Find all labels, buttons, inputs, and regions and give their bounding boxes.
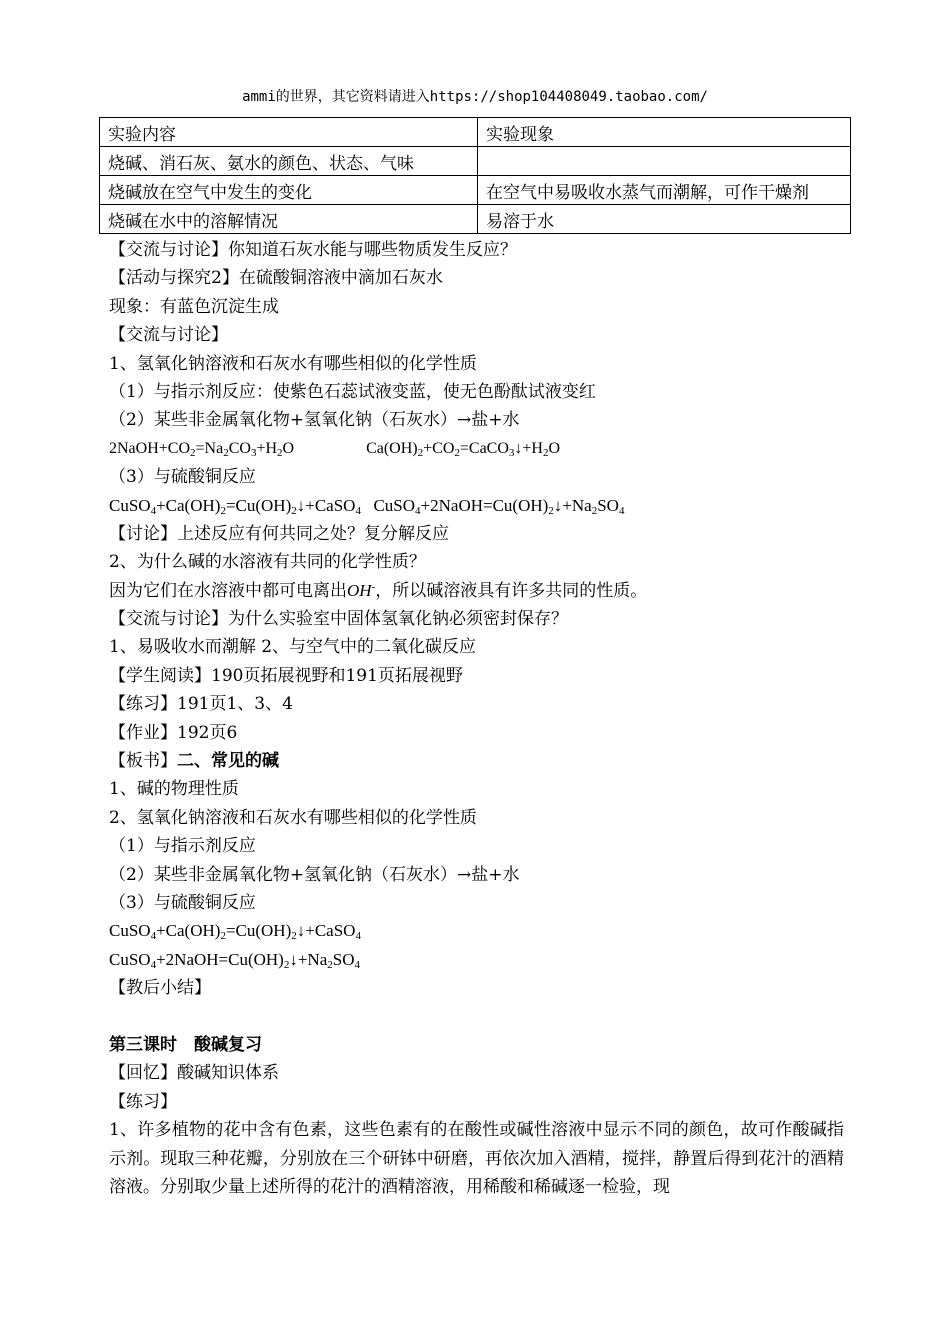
text-line: 【交流与讨论】 [109,325,228,346]
text-line: （2）某些非金属氧化物+氢氧化钠（石灰水）→盐+水 [109,410,520,431]
text-line: （1）与指示剂反应 [109,836,256,857]
text-line: 因为它们在水溶液中都可电离出OH-，所以碱溶液具有许多共同的性质。 [109,580,648,601]
text-line: 【练习】191页1、3、4 [109,694,293,715]
exercise-paragraph: 1、许多植物的花中含有色素，这些色素有的在酸性或碱性溶液中显示不同的颜色，故可作酸碱指示剂。现取三种花瓣，分别放在三个研钵中研磨，再依次加入酒精，搅拌，静置后得到花汁的酒精溶液。分别取少量上述所得的花汁的酒精溶液，用稀酸和稀碱逐一检验，现 [109,1120,844,1197]
text-line: 【交流与讨论】你知道石灰水能与哪些物质发生反应？ [109,240,517,260]
hydroxide-ion: OH- [347,580,376,600]
table-cell: 烧碱、消石灰、氨水的颜色、状态、气味 [100,147,478,176]
text-line: 1、碱的物理性质 [109,779,239,800]
text-line: 1、易吸收水而潮解 2、与空气中的二氧化碳反应 [109,637,477,658]
equation-line: $CuSO_4+Ca(OH)_2=Cu(OH)_2↓+CaSO_4$ [109,921,361,943]
equation-line [109,492,844,520]
equation-cuso4-naoh: $CuSO_4+2NaOH=Cu(OH)_2↓+Na_2SO_4$ [373,495,625,517]
text-line: 【交流与讨论】为什么实验室中固体氢氧化钠必须密封保存？ [109,609,568,630]
lesson-title: 第三课时 酸碱复习 [109,1034,262,1055]
text-line: 【学生阅读】190页拓展视野和191页拓展视野 [109,665,463,686]
table-cell: 在空气中易吸收水蒸气而潮解，可作干燥剂 [478,176,851,205]
text-line: 【教后小结】 [109,978,211,999]
equation-caoh2-co2: $Ca(OH)_2+CO_2=CaCO_3↓+H_2O$ [366,439,561,459]
table-row [100,147,851,176]
equation-line [109,435,844,463]
text-line: 现象：有蓝色沉淀生成 [109,296,279,317]
table-cell: 烧碱放在空气中发生的变化 [100,176,478,205]
text-line: 2、为什么碱的水溶液有共同的化学性质？ [109,552,426,573]
text-line: （3）与硫酸铜反应 [109,467,256,488]
text-line: 1、氢氧化钠溶液和石灰水有哪些相似的化学性质 [109,353,477,374]
text-line: （2）某些非金属氧化物+氢氧化钠（石灰水）→盐+水 [109,864,520,885]
table-header-row [100,118,851,147]
blank-line [109,1003,844,1031]
text-line: 【作业】192页6 [109,722,238,743]
equation-naoh-co2: $2NaOH+CO_2=Na_2CO_3+H_2O$ [109,439,295,459]
table-cell: 易溶于水 [478,205,851,234]
table-cell: 烧碱在水中的溶解情况 [100,205,478,234]
experiment-table [99,117,851,234]
table-header-cell: 实验现象 [478,118,851,147]
text-line: （1）与指示剂反应：使紫色石蕊试液变蓝，使无色酚酞试液变红 [109,381,596,402]
text-line: 【板书】二、常见的碱 [109,751,279,772]
text-line: 【回忆】酸碱知识体系 [109,1063,279,1084]
text-line: 【练习】 [109,1091,177,1112]
table-row [100,205,851,234]
table-header-cell: 实验内容 [100,118,478,147]
table-cell [478,147,851,176]
text-line: 【讨论】上述反应有何共同之处？复分解反应 [109,523,449,544]
text-line: （3）与硫酸铜反应 [109,892,256,913]
section-heading: 二、常见的碱 [177,751,279,772]
table-row [100,176,851,205]
text-line: 2、氢氧化钠溶液和石灰水有哪些相似的化学性质 [109,807,477,828]
equation-cuso4-caoh2: $CuSO_4+Ca(OH)_2=Cu(OH)_2↓+CaSO_4$ [109,495,361,517]
equation-line: $CuSO_4+2NaOH=Cu(OH)_2↓+Na_2SO_4$ [109,949,360,971]
document-body [109,236,844,1201]
page-header: ammi的世界，其它资料请进入https://shop104408049.taobao.com/ [242,89,708,105]
text-line: 【活动与探究2】在硫酸铜溶液中滴加石灰水 [109,268,443,289]
